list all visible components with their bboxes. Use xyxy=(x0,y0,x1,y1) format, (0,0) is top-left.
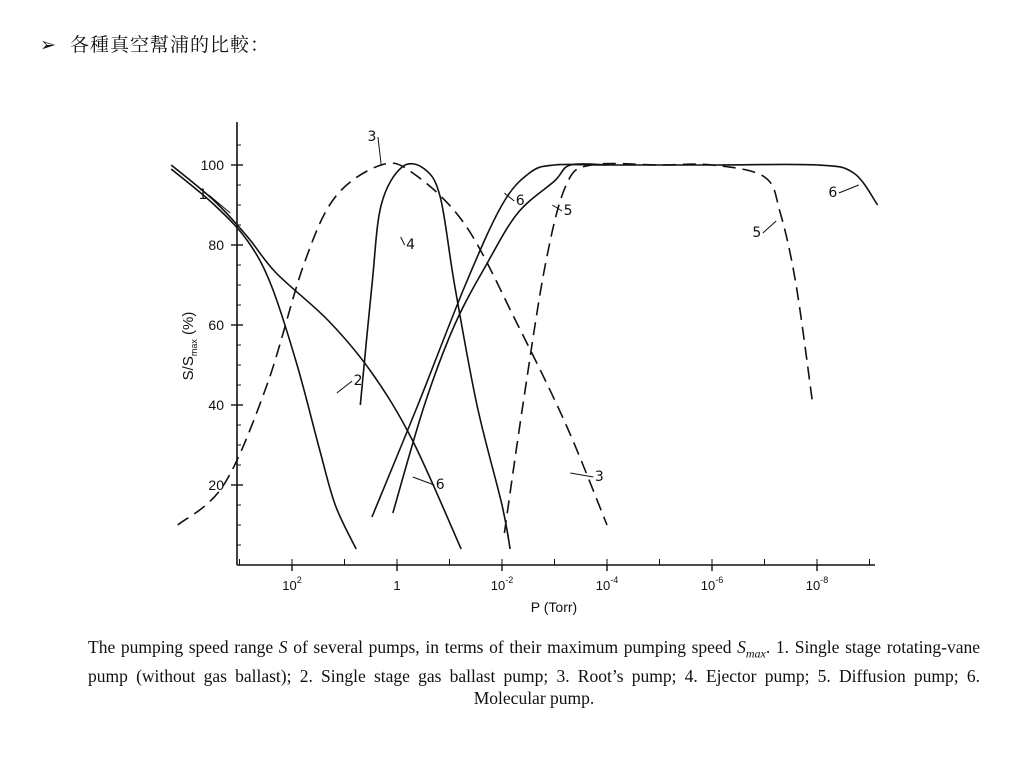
caption-smax-symbol: $S_{max}$ xyxy=(737,637,766,661)
x-axis-title: P (Torr) xyxy=(530,599,578,615)
x-ticks xyxy=(240,559,870,593)
curve-label: 1 xyxy=(198,187,208,203)
series-curve-5 xyxy=(504,164,812,533)
curve-label: 5 xyxy=(752,225,762,241)
x-tick-label: $10^2$ xyxy=(282,575,302,593)
heading-text: 各種真空幫浦的比較： xyxy=(70,34,271,56)
y-tick-label: 20 xyxy=(208,477,224,493)
x-tick-label: $10^{-2}$ xyxy=(490,575,514,593)
curve-label: 3 xyxy=(594,469,604,485)
caption-mid: of several pumps, in terms of their maximum pumping speed xyxy=(287,637,738,657)
y-axis-title-sub: max xyxy=(189,339,199,357)
curve-label: 4 xyxy=(406,237,416,253)
y-tick-label: 60 xyxy=(208,317,224,333)
curve-labels xyxy=(198,129,858,493)
series-curve-3 xyxy=(178,163,607,525)
y-axis-title xyxy=(180,312,199,381)
curve-label-leader xyxy=(570,473,593,477)
curve-label-leader xyxy=(401,237,405,245)
series-curves xyxy=(171,163,877,549)
curve-label-leader xyxy=(378,137,381,165)
y-tick-label: 80 xyxy=(208,237,224,253)
curve-label-leader xyxy=(337,381,352,393)
y-tick-label: 100 xyxy=(200,157,224,173)
figure-caption xyxy=(88,636,980,709)
curve-label: 3 xyxy=(367,129,377,145)
caption-intro: The pumping speed range xyxy=(88,637,279,657)
curve-label: 5 xyxy=(563,203,573,219)
y-axis-title-unit: (%) xyxy=(180,311,197,340)
series-curve-6 xyxy=(393,164,607,513)
curve-label-leader xyxy=(839,185,859,193)
caption-rest: . 1. Single stage rotating-vane pump (without gas ballast); 2. Single stage gas ballast pump; 3. Root’s pump; 4. Ejector pump; 5. Diffusion pump; 6. Molecular pump. xyxy=(88,637,981,708)
x-tick-label: $10^{-6}$ xyxy=(700,575,724,593)
curve-label: 2 xyxy=(353,373,363,389)
curve-label: 6 xyxy=(515,193,525,209)
curve-label: 6 xyxy=(828,185,838,201)
x-tick-label: 1 xyxy=(393,578,401,593)
y-tick-label: 40 xyxy=(208,397,224,413)
series-curve-2 xyxy=(171,169,356,549)
x-tick-label: $10^{-8}$ xyxy=(805,575,829,593)
curve-label: 6 xyxy=(435,477,445,493)
axes xyxy=(180,122,875,615)
caption-s-symbol: S xyxy=(278,637,288,657)
bullet-arrow-icon: ➢ xyxy=(40,34,57,56)
x-tick-label: $10^{-4}$ xyxy=(595,575,619,593)
curve-label-leader xyxy=(763,221,776,233)
y-axis-title-main: S/S xyxy=(180,356,197,381)
